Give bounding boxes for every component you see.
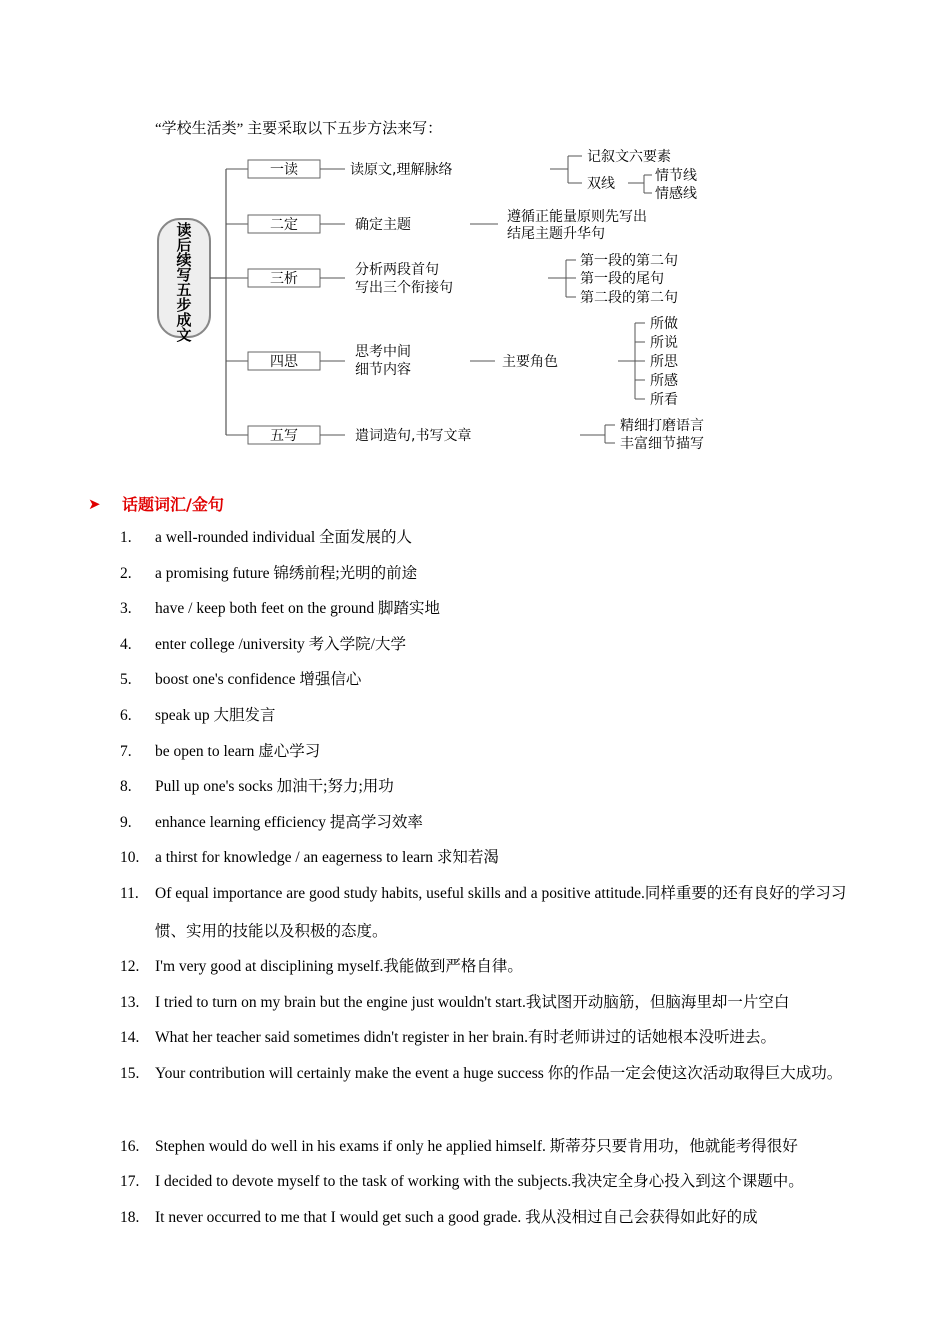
title-char-5: 步 — [176, 296, 192, 314]
list-item: 3. have / keep both feet on the ground 脚踏实地 — [120, 600, 440, 617]
step4-sub-3: 所感 — [650, 373, 678, 389]
step5-sub-0: 精细打磨语言 — [620, 418, 704, 434]
title-char-3: 写 — [176, 266, 192, 284]
step3-sub-1: 第一段的尾句 — [580, 271, 664, 287]
step-desc-3b: 写出三个衔接句 — [355, 280, 453, 296]
step1-sub-1: 双线 — [587, 176, 615, 192]
list-item: 15. Your contribution will certainly make the event a huge success 你的作品一定会使这次活动取得巨大成功。 — [120, 1065, 843, 1082]
title-char-1: 后 — [176, 236, 192, 254]
step-label-4: 四思 — [270, 354, 298, 370]
step-label-2: 二定 — [270, 217, 298, 233]
diagram-svg — [150, 145, 790, 460]
intro-text: “学校生活类” 主要采取以下五步方法来写： — [155, 121, 443, 137]
list-item: 8. Pull up one's socks 加油干;努力;用功 — [120, 778, 394, 795]
step-desc-3a: 分析两段首句 — [355, 262, 439, 278]
title-char-2: 续 — [176, 251, 192, 269]
step1-subsub-1: 情感线 — [655, 186, 697, 202]
list-item: 13. I tried to turn on my brain but the engine just wouldn't start.我试图开动脑筋，但脑海里却一片空白 — [120, 994, 790, 1011]
step-desc-2: 确定主题 — [355, 217, 411, 233]
five-step-diagram — [150, 145, 790, 460]
step2-sub-0: 遵循正能量原则先写出 — [507, 209, 647, 225]
step5-sub-1: 丰富细节描写 — [620, 436, 704, 452]
list-item: 16. Stephen would do well in his exams if only he applied himself. 斯蒂芬只要肯用功，他就能考得很好 — [120, 1138, 798, 1155]
list-item: 11. Of equal importance are good study habits, useful skills and a positive attitude.同样重要的还有良好的学习习惯、实用的技能以及积极的态度。 — [120, 885, 847, 940]
title-char-6: 成 — [176, 311, 192, 329]
step-desc-1: 读原文,理解脉络 — [350, 162, 453, 178]
step-desc-4b: 细节内容 — [355, 362, 411, 378]
list-item: 18. It never occurred to me that I would get such a good grade. 我从没相过自己会获得如此好的成 — [120, 1209, 758, 1226]
step1-subsub-0: 情节线 — [655, 168, 697, 184]
title-char-4: 五 — [176, 281, 192, 299]
list-item: 10. a thirst for knowledge / an eagerness to learn 求知若渴 — [120, 849, 499, 866]
list-item: 9. enhance learning efficiency 提高学习效率 — [120, 814, 423, 831]
step4-sub-2: 所思 — [650, 354, 678, 370]
step-label-1: 一读 — [270, 162, 298, 178]
list-item: 17. I decided to devote myself to the task of working with the subjects.我决定全身心投入到这个课题中。 — [120, 1173, 804, 1190]
title-char-0: 读 — [176, 221, 192, 239]
step4-sub-0: 所做 — [650, 316, 678, 332]
section-heading — [88, 492, 224, 515]
step4-sub-1: 所说 — [650, 335, 678, 351]
list-item: 12. I'm very good at disciplining myself.我能做到严格自律。 — [120, 958, 523, 975]
list-item: 7. be open to learn 虚心学习 — [120, 743, 321, 760]
list-item: 5. boost one's confidence 增强信心 — [120, 671, 362, 688]
title-char-7: 文 — [176, 326, 192, 344]
list-item: 6. speak up 大胆发言 — [120, 707, 276, 724]
step1-sub-0: 记叙文六要素 — [587, 149, 671, 165]
step3-sub-2: 第二段的第二句 — [580, 290, 678, 306]
step3-sub-0: 第一段的第二句 — [580, 253, 678, 269]
step-desc-5: 遣词造句,书写文章 — [355, 428, 472, 444]
section-heading-text: 话题词汇/金句 — [122, 495, 224, 514]
step-label-3: 三析 — [270, 271, 298, 287]
arrow-bullet-icon: ➤ — [88, 494, 101, 513]
list-item: 1. a well-rounded individual 全面发展的人 — [120, 529, 412, 546]
step4-sub-4: 所看 — [650, 392, 678, 408]
list-item: 2. a promising future 锦绣前程;光明的前途 — [120, 565, 418, 582]
step-desc-4a: 思考中间 — [355, 344, 411, 360]
step4-mid: 主要角色 — [502, 354, 558, 370]
step2-sub-1: 结尾主题升华句 — [507, 226, 605, 242]
step-label-5: 五写 — [270, 428, 298, 444]
list-item: 14. What her teacher said sometimes didn't register in her brain.有时老师讲过的话她根本没听进去。 — [120, 1029, 776, 1046]
list-item: 4. enter college /university 考入学院/大学 — [120, 636, 406, 653]
